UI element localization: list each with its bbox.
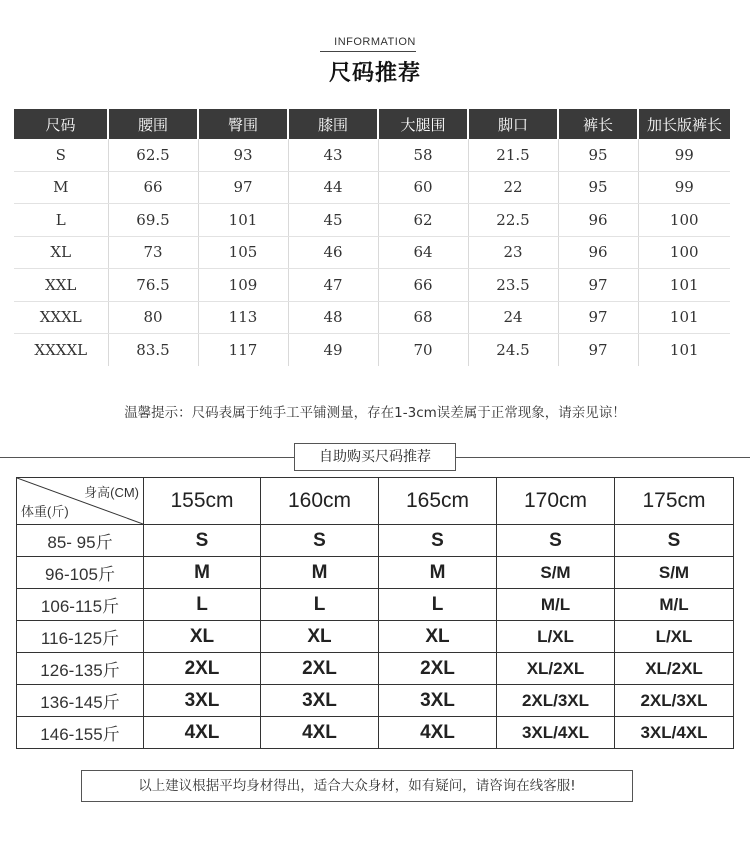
size-cell: 101	[638, 269, 730, 302]
size-cell: 109	[198, 269, 288, 302]
height-header: 165cm	[379, 478, 497, 525]
size-cell: 83.5	[108, 334, 198, 366]
table-row	[17, 589, 734, 621]
weight-range: 126-135斤	[17, 653, 144, 685]
size-cell: 95	[558, 171, 638, 204]
recommended-size: 4XL	[144, 717, 261, 749]
recommended-size: XL/2XL	[497, 653, 615, 685]
size-cell: 70	[378, 334, 468, 366]
size-cell: 99	[638, 139, 730, 171]
table-row	[14, 204, 730, 237]
size-cell: 97	[558, 269, 638, 302]
recommended-size: 2XL	[144, 653, 261, 685]
recommended-size: XL/2XL	[615, 653, 734, 685]
size-cell: 100	[638, 236, 730, 269]
size-cell: 22.5	[468, 204, 558, 237]
weight-range: 106-115斤	[17, 589, 144, 621]
size-col-header: 膝围	[288, 109, 378, 139]
table-row	[17, 621, 734, 653]
table-row	[14, 334, 730, 366]
size-cell: XXXL	[14, 301, 108, 334]
weight-range: 136-145斤	[17, 685, 144, 717]
size-cell: 47	[288, 269, 378, 302]
recommended-size: XL	[261, 621, 379, 653]
size-col-header: 脚口	[468, 109, 558, 139]
recommended-size: S	[497, 525, 615, 557]
size-cell: 21.5	[468, 139, 558, 171]
recommended-size: S	[379, 525, 497, 557]
advice-note: 以上建议根据平均身材得出，适合大众身材，如有疑问，请咨询在线客服!	[81, 770, 633, 802]
recommended-size: 3XL/4XL	[615, 717, 734, 749]
corner-cell	[17, 478, 144, 525]
page-title: 尺码推荐	[328, 61, 421, 86]
table-row	[14, 236, 730, 269]
size-cell: 113	[198, 301, 288, 334]
weight-range: 146-155斤	[17, 717, 144, 749]
size-cell: 117	[198, 334, 288, 366]
size-cell: 66	[108, 171, 198, 204]
recommended-size: 4XL	[261, 717, 379, 749]
size-cell: 96	[558, 204, 638, 237]
recommended-size: L	[144, 589, 261, 621]
recommended-size: S	[615, 525, 734, 557]
weight-axis-label: 体重(斤)	[21, 504, 69, 519]
size-recommendation-table	[16, 477, 734, 749]
size-cell: 97	[198, 171, 288, 204]
table-row	[14, 269, 730, 302]
weight-range: 116-125斤	[17, 621, 144, 653]
recommended-size: L/XL	[615, 621, 734, 653]
size-cell: 76.5	[108, 269, 198, 302]
size-cell: 99	[638, 171, 730, 204]
size-cell: 24	[468, 301, 558, 334]
section-title: 自助购买尺码推荐	[294, 443, 456, 471]
size-col-header: 裤长	[558, 109, 638, 139]
weight-range: 96-105斤	[17, 557, 144, 589]
rec-table-header	[17, 478, 734, 525]
recommended-size: 3XL	[261, 685, 379, 717]
recommended-size: XL	[379, 621, 497, 653]
size-cell: 96	[558, 236, 638, 269]
height-header: 155cm	[144, 478, 261, 525]
recommended-size: 4XL	[379, 717, 497, 749]
size-cell: 101	[198, 204, 288, 237]
recommended-size: 3XL/4XL	[497, 717, 615, 749]
table-row	[17, 557, 734, 589]
size-cell: XL	[14, 236, 108, 269]
size-cell: XXXXL	[34, 340, 88, 359]
size-table-header	[14, 109, 730, 139]
size-cell: 60	[378, 171, 468, 204]
size-cell: 69.5	[108, 204, 198, 237]
size-cell: 62	[378, 204, 468, 237]
size-cell: 80	[108, 301, 198, 334]
size-cell: 45	[288, 204, 378, 237]
size-cell: 58	[378, 139, 468, 171]
recommended-size: S/M	[615, 557, 734, 589]
size-col-header: 大腿围	[378, 109, 468, 139]
recommended-size: M/L	[497, 589, 615, 621]
size-cell: 44	[288, 171, 378, 204]
recommended-size: 2XL	[261, 653, 379, 685]
recommended-size: M/L	[615, 589, 734, 621]
size-chart-table	[14, 109, 730, 366]
recommended-size: S/M	[497, 557, 615, 589]
recommended-size: L	[379, 589, 497, 621]
recommended-size: 3XL	[379, 685, 497, 717]
recommended-size: 2XL	[379, 653, 497, 685]
recommended-size: 3XL	[144, 685, 261, 717]
table-row	[17, 685, 734, 717]
recommended-size: L/XL	[497, 621, 615, 653]
size-cell: 68	[378, 301, 468, 334]
size-cell: 62.5	[108, 139, 198, 171]
size-col-header: 加长版裤长	[638, 109, 730, 139]
size-col-header: 臀围	[198, 109, 288, 139]
recommended-size: XL	[144, 621, 261, 653]
table-row	[14, 171, 730, 204]
size-col-header: 尺码	[14, 109, 108, 139]
size-cell: 101	[638, 301, 730, 334]
table-row	[17, 717, 734, 749]
recommended-size: 2XL/3XL	[615, 685, 734, 717]
size-cell: 22	[468, 171, 558, 204]
recommended-size: 2XL/3XL	[497, 685, 615, 717]
size-cell: XXL	[14, 269, 108, 302]
header-divider	[320, 51, 416, 52]
recommended-size: L	[261, 589, 379, 621]
size-cell: 23.5	[468, 269, 558, 302]
size-cell: S	[14, 139, 108, 171]
size-cell: M	[14, 171, 108, 204]
size-cell: 49	[288, 334, 378, 366]
height-axis-label: 身高(CM)	[84, 485, 139, 500]
header-eyebrow: INFORMATION	[334, 36, 416, 48]
size-cell: 43	[288, 139, 378, 171]
size-cell: 97	[558, 334, 638, 366]
size-cell: 105	[198, 236, 288, 269]
size-cell: 97	[558, 301, 638, 334]
recommended-size: S	[144, 525, 261, 557]
size-cell: 48	[288, 301, 378, 334]
height-header: 160cm	[261, 478, 379, 525]
size-cell: 73	[108, 236, 198, 269]
size-cell: 24.5	[468, 334, 558, 366]
recommended-size: S	[261, 525, 379, 557]
recommended-size: M	[144, 557, 261, 589]
table-row	[17, 653, 734, 685]
height-header: 170cm	[497, 478, 615, 525]
table-row	[17, 525, 734, 557]
size-cell: 66	[378, 269, 468, 302]
size-cell: 46	[288, 236, 378, 269]
recommended-size: M	[379, 557, 497, 589]
size-cell: 93	[198, 139, 288, 171]
size-cell: 101	[638, 334, 730, 366]
measurement-tip: 温馨提示：尺码表属于纯手工平铺测量，存在1-3cm误差属于正常现象，请亲见谅！	[124, 405, 626, 421]
size-cell: 23	[468, 236, 558, 269]
table-row	[14, 301, 730, 334]
weight-range: 85- 95斤	[17, 525, 144, 557]
height-header: 175cm	[615, 478, 734, 525]
table-row	[14, 139, 730, 171]
size-cell: 64	[378, 236, 468, 269]
recommended-size: M	[261, 557, 379, 589]
size-cell: 95	[558, 139, 638, 171]
size-cell: L	[14, 204, 108, 237]
size-col-header: 腰围	[108, 109, 198, 139]
size-cell: 100	[638, 204, 730, 237]
